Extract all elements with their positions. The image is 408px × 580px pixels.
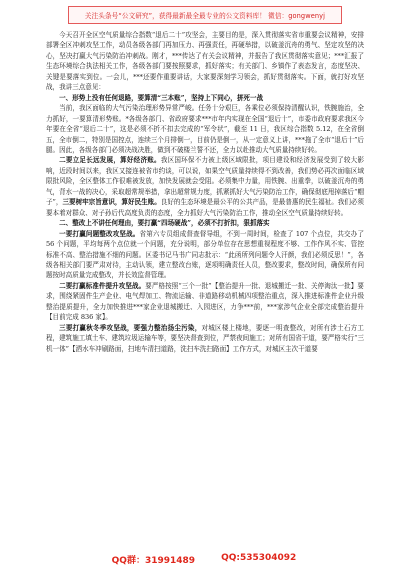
section-2-point-3-text: 对城区楼上楼地，要逐一明查整改，对所有涉土石方工程，建筑施工填土车、建筑垃圾运输车等，要坚决督查到位，严禁夜间施工；对所有国省干道，要严格实行“三机一体”【洒水车冲刷路面，扫地车清扫道路，洗扫车洗扫路面】工作方式，对城区主次干道要	[46, 323, 364, 353]
section-1-paragraph-1	[46, 103, 364, 155]
contact-footer	[0, 553, 408, 567]
section-1-paragraph-2	[46, 155, 364, 218]
section-1-point-3-text: 良好的生态环境是最公平的公共产品，是最普惠的民生福祉。我们必须要本着对群众、对子孙后代高度负责的态度，全力抓好大气污染防治工作，推动全区空气质量持续好转。	[46, 198, 364, 217]
qq-contact-number: QQ:535304092	[221, 553, 297, 563]
section-2-point-2-lead: 二要打赢标准件提升攻坚战。	[59, 281, 146, 290]
section-2-point-1-text: 省第六专员组成督查督导组，不到一周时间，检查了 107 个点位，共交办了 56 个问题，平均每两个点位就一个问题，充分说明，部分单位存在思想重视程度不够、工作作风不实、管控标准不高、整治措施不细的问题。区委书记马书广同志批示：“此函所列问题令人汗颜，我们必须反思！”，各级各相关部门要严肃对待，主动认领，建立整改台账，逐项明确责任人员，整改要求，整改时间，确保所有问题按时高质量完成整改，并长效监督管理。	[46, 229, 364, 280]
intro-paragraph: 今天召开全区空气质量综合指数“退后二十”攻坚会，主要目的是，深入贯彻落实省市重要会议精神，安排部署全区冲刺攻坚工作，动员各级各部门再加压力、再强责任，再硬举措，以破釜沉舟的勇气、坚定攻坚的决心，坚决打赢大气污染防治冲刺战。刚才，***传达了有关会议精神，并报告了我区贯彻落实意见；***汇报了生态环境综合执法相关工作，各级各部门要按照要求，抓好落实；有关部门、乡镇作了表态发言，态度坚决、关键是要落实到位。一会儿，***还要作重要讲话，大家要深刻学习领会，抓好贯彻落实。下面，就打好攻坚战，我讲三点意见：	[46, 31, 364, 92]
section-1-paragraph-1-text: 当前，我区面临的大气污染治理形势异常严峻。任务十分艰巨，各乘位必须保持清醒认识，铁腕施治，全力抓好，一要算清形势账。*	[46, 104, 364, 123]
section-1-point-2-lead: 二要立足长远发展，算好经济账。	[59, 156, 161, 165]
section-2-point-3-lead: 三要打赢秋冬季攻坚战，要强力整治扬尘污染，	[59, 323, 202, 332]
section-2-paragraph-3	[46, 323, 364, 354]
section-2-heading: 二、整改上不讲任何理由，要打赢“四场硬战”，必须不打折扣，狠抓落实	[59, 219, 270, 228]
section-2-paragraph-1	[46, 229, 364, 281]
promo-banner[interactable]	[68, 6, 342, 24]
section-1-paragraph-1-text-b: 各级各部门、省政府要求***市年内实现在全国“退后十”，市委市政府要求我区今年要在全省“退后二十”，这是必须不折不扣去完成的“军令状”，截至 11 日，我区综合指数 5.12，在全省倒五，全市倒二，特别是国控点，连续三个月排倒一，目前仍是倒一，从一定意义上讲，***拖了全市“退后十”后腿。因此，各级各部门必须决战决胜，做到不破楼兰誓不还，全力以赴推动大气质量持续好转。	[46, 114, 364, 154]
promo-banner-text: 关注头条号“公文研究”，获得最新最全最专业的公文资料库！ 微信：gongwenyj	[84, 12, 326, 20]
qq-group-number: QQ群：31991489	[111, 556, 196, 566]
section-2-point-1-lead: 一要打赢问题整改攻坚战。	[59, 229, 140, 238]
section-2-paragraph-2	[46, 281, 364, 323]
section-2-point-2-text: 要严格按照“三个一批”【整治提升一批、退城搬迁一批、关停淘汰一批】要求，围绕紧固件生产企业、电气焊加工、物流运输、非道路移动机械四项整治重点，深入推进标准件企业升级整治提质提升，全力加快推进***家企业退城搬迁、入园进区，力争***前，***家涉气企业全部完成整治提升【目前完成 836 家】。	[46, 281, 364, 322]
section-1-heading: 一、形势上没有任何退路，要算清“三本账”，坚持上下同心，拼死一战	[59, 93, 264, 102]
section-1-point-3-lead: 三要树牢宗旨意识，算好民生账。	[62, 198, 161, 207]
section-1-point-2-text: 我区国环保不力被上级区域限批，项目建设和经济发展受到了较大影响，近段时间以来，我区又接连被省市约谈，可以说，如果空气质量持续得不到改善，我们势必再次面临区域限批风险，全区整体工作很难被发放，加快发展就会受阻。必须集中力量，用铁腕、出重拳，以破釜沉舟的勇气，背水一战的决心，采取超常规举措，拿出超常规力度，抓紧抓好大气污染防治工作，确保彻底甩掉落后“帽子”，	[46, 156, 364, 207]
document-body	[46, 30, 364, 354]
